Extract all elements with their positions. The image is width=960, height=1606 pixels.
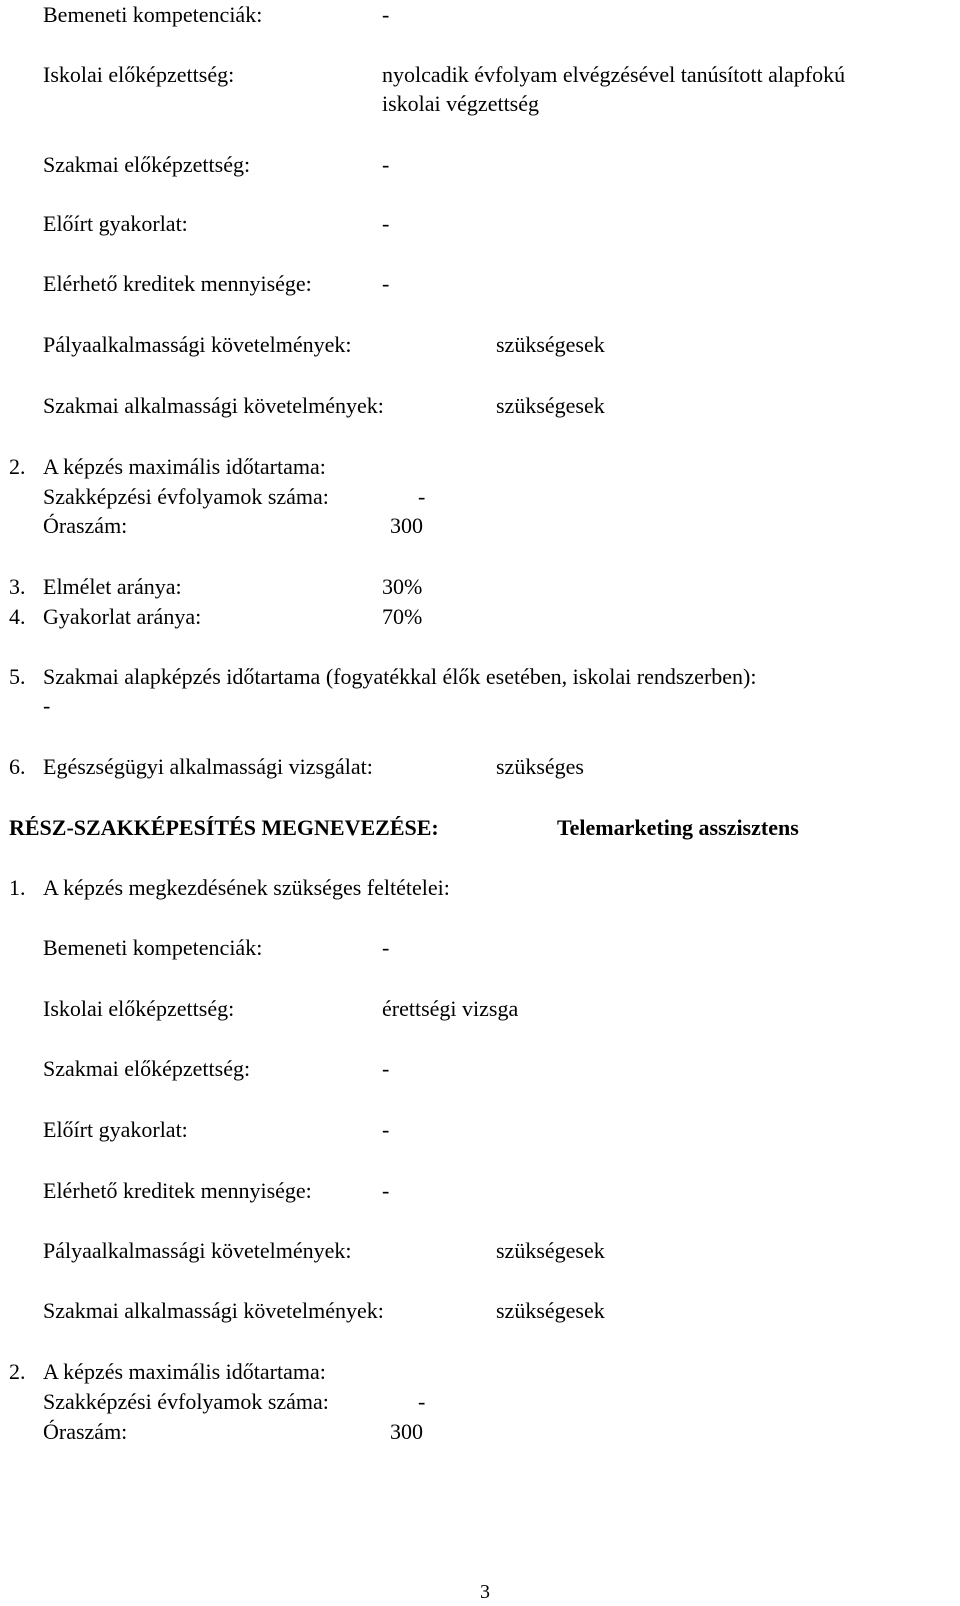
szakmai-alkalmassagi-value: szükségesek — [496, 393, 605, 418]
item-2-label: A képzés maximális időtartama: — [43, 454, 326, 479]
item-5-number: 5. — [9, 664, 26, 689]
szakmai-elokepzettseg-value: - — [382, 152, 390, 177]
item-3-number: 3. — [9, 574, 26, 599]
item-6-label: Egészségügyi alkalmassági vizsgálat: — [43, 754, 373, 779]
eloirt-gyakorlat-value-2: - — [382, 1117, 390, 1142]
palyaalkalmassagi-label: Pályaalkalmassági követelmények: — [43, 332, 352, 357]
item-4-value: 70% — [382, 604, 423, 629]
item-4-label: Gyakorlat aránya: — [43, 604, 202, 629]
iskolai-elokepzettseg-label: Iskolai előképzettség: — [43, 62, 235, 87]
eloirt-gyakorlat-label-2: Előírt gyakorlat: — [43, 1117, 188, 1142]
kreditek-label: Elérhető kreditek mennyisége: — [43, 271, 312, 296]
szakmai-alkalmassagi-label: Szakmai alkalmassági követelmények: — [43, 393, 384, 418]
evfolyamok-szama-label-2: Szakképzési évfolyamok száma: — [43, 1389, 329, 1414]
bemeneti-kompetenciak-value: - — [382, 2, 390, 27]
eloirt-gyakorlat-value: - — [382, 211, 390, 236]
palyaalkalmassagi-label-2: Pályaalkalmassági követelmények: — [43, 1238, 352, 1263]
kreditek-value: - — [382, 271, 390, 296]
item-1-label: A képzés megkezdésének szükséges feltételei: — [43, 875, 450, 900]
szakmai-elokepzettseg-label-2: Szakmai előképzettség: — [43, 1056, 251, 1081]
item-2-label-2: A képzés maximális időtartama: — [43, 1359, 326, 1384]
item-1-number: 1. — [9, 875, 26, 900]
szakmai-alkalmassagi-label-2: Szakmai alkalmassági követelmények: — [43, 1298, 384, 1323]
iskolai-elokepzettseg-value-line1: nyolcadik évfolyam elvégzésével tanúsított alapfokú — [382, 62, 846, 87]
iskolai-elokepzettseg-value-line2: iskolai végzettség — [382, 91, 540, 116]
oraszam-value-2: 300 — [390, 1419, 423, 1444]
oraszam-label: Óraszám: — [43, 513, 128, 538]
item-2-number-2: 2. — [9, 1359, 26, 1384]
evfolyamok-szama-label: Szakképzési évfolyamok száma: — [43, 484, 329, 509]
palyaalkalmassagi-value: szükségesek — [496, 332, 605, 357]
item-5-label: Szakmai alapképzés időtartama (fogyatékkal élők esetében, iskolai rendszerben): — [43, 664, 757, 689]
eloirt-gyakorlat-label: Előírt gyakorlat: — [43, 211, 188, 236]
evfolyamok-szama-value: - — [418, 484, 426, 509]
bemeneti-kompetenciak-label-2: Bemeneti kompetenciák: — [43, 935, 263, 960]
szakmai-alkalmassagi-value-2: szükségesek — [496, 1298, 605, 1323]
item-3-value: 30% — [382, 574, 423, 599]
item-5-value: - — [43, 693, 51, 718]
resz-szakkepesites-name: Telemarketing asszisztens — [557, 815, 799, 840]
bemeneti-kompetenciak-value-2: - — [382, 935, 390, 960]
kreditek-value-2: - — [382, 1178, 390, 1203]
palyaalkalmassagi-value-2: szükségesek — [496, 1238, 605, 1263]
item-3-label: Elmélet aránya: — [43, 574, 182, 599]
resz-szakkepesites-heading: RÉSZ-SZAKKÉPESÍTÉS MEGNEVEZÉSE: — [9, 815, 439, 840]
bemeneti-kompetenciak-label: Bemeneti kompetenciák: — [43, 2, 263, 27]
item-4-number: 4. — [9, 604, 26, 629]
oraszam-label-2: Óraszám: — [43, 1419, 128, 1444]
szakmai-elokepzettseg-value-2: - — [382, 1056, 390, 1081]
iskolai-elokepzettseg-value-2: érettségi vizsga — [382, 996, 519, 1021]
oraszam-value: 300 — [390, 513, 423, 538]
evfolyamok-szama-value-2: - — [418, 1389, 426, 1414]
kreditek-label-2: Elérhető kreditek mennyisége: — [43, 1178, 312, 1203]
iskolai-elokepzettseg-label-2: Iskolai előképzettség: — [43, 996, 235, 1021]
page-number: 3 — [480, 1581, 490, 1603]
szakmai-elokepzettseg-label: Szakmai előképzettség: — [43, 152, 251, 177]
item-6-number: 6. — [9, 754, 26, 779]
item-6-value: szükséges — [496, 754, 584, 779]
item-2-number: 2. — [9, 454, 26, 479]
